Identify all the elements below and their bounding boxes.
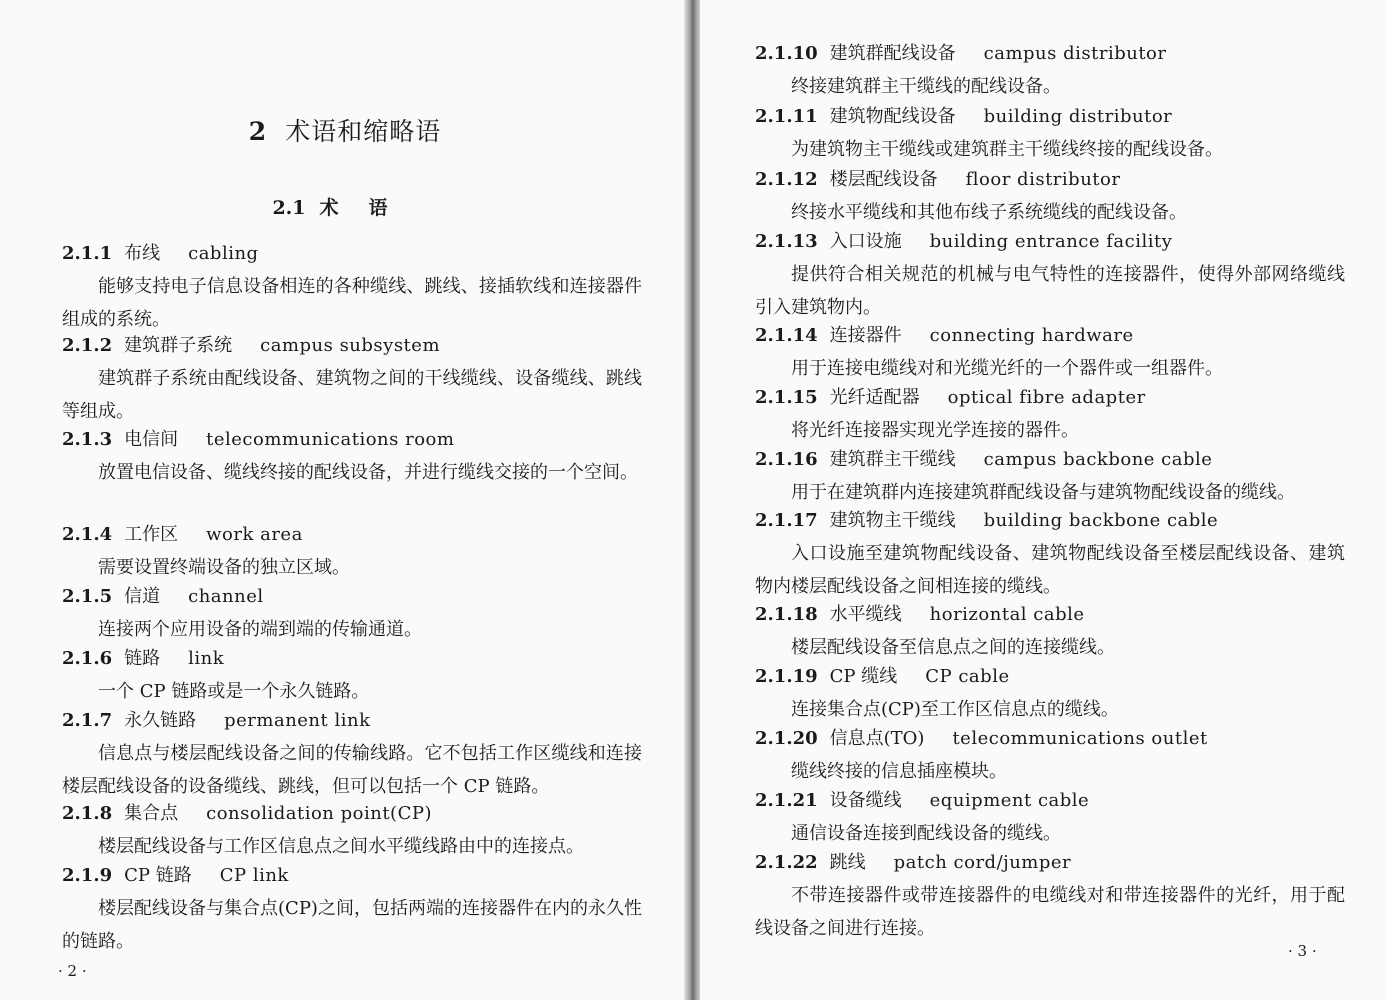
- term-number: 2.1.13: [755, 231, 818, 252]
- term-chinese: 建筑群配线设备: [829, 43, 956, 64]
- term-number: 2.1.3: [62, 429, 113, 450]
- term-definition: 楼层配线设备至信息点之间的连接缆线。: [791, 637, 1115, 658]
- term-chinese: 电信间: [124, 429, 179, 450]
- term-entry: [755, 787, 1345, 850]
- term-chinese: 集合点: [124, 803, 179, 824]
- chapter-title: [0, 112, 690, 148]
- term-chinese: CP 缆线: [829, 666, 898, 687]
- term-english: patch cord/jumper: [893, 852, 1072, 873]
- term-english: permanent link: [224, 710, 371, 731]
- page-number-left: · 2 ·: [58, 962, 87, 980]
- term-entry: [62, 707, 642, 803]
- term-definition: 需要设置终端设备的独立区域。: [98, 557, 350, 578]
- term-number: 2.1.21: [755, 790, 818, 811]
- term-definition: 信息点与楼层配线设备之间的传输线路。它不包括工作区缆线和连接楼层配线设备的设备缆线、跳线，但可以包括一个 CP 链路。: [62, 743, 642, 797]
- right-page: [700, 0, 1385, 1000]
- term-chinese: 信道: [124, 586, 161, 607]
- term-entry: [755, 446, 1345, 509]
- term-entry: [755, 601, 1345, 664]
- term-english: floor distributor: [965, 169, 1121, 190]
- term-number: 2.1.2: [62, 335, 113, 356]
- term-definition: 入口设施至建筑物配线设备、建筑物配线设备至楼层配线设备、建筑物内楼层配线设备之间相连接的缆线。: [755, 543, 1345, 597]
- term-chinese: 水平缆线: [829, 604, 902, 625]
- term-number: 2.1.16: [755, 449, 818, 470]
- term-chinese: 布线: [124, 243, 161, 264]
- term-definition: 用于在建筑群内连接建筑群配线设备与建筑物配线设备的缆线。: [791, 482, 1295, 503]
- term-entry: [62, 645, 642, 708]
- term-english: building backbone cable: [983, 510, 1219, 531]
- term-number: 2.1.5: [62, 586, 113, 607]
- term-chinese: 建筑群主干缆线: [829, 449, 956, 470]
- term-english: telecommunications outlet: [952, 728, 1208, 749]
- term-chinese: 连接器件: [829, 325, 902, 346]
- term-definition: 终接水平缆线和其他布线子系统缆线的配线设备。: [791, 202, 1187, 223]
- term-english: work area: [206, 524, 303, 545]
- chapter-number: 2: [248, 117, 268, 146]
- term-english: horizontal cable: [929, 604, 1085, 625]
- term-number: 2.1.15: [755, 387, 818, 408]
- term-number: 2.1.19: [755, 666, 818, 687]
- term-definition: 终接建筑群主干缆线的配线设备。: [791, 76, 1061, 97]
- term-number: 2.1.7: [62, 710, 113, 731]
- term-entry: [755, 166, 1345, 229]
- term-english: campus backbone cable: [983, 449, 1213, 470]
- term-definition: 建筑群子系统由配线设备、建筑物之间的干线缆线、设备缆线、跳线等组成。: [62, 368, 642, 422]
- term-definition: 一个 CP 链路或是一个永久链路。: [98, 681, 370, 702]
- term-english: campus subsystem: [260, 335, 441, 356]
- term-chinese: 设备缆线: [829, 790, 902, 811]
- term-definition: 楼层配线设备与集合点(CP)之间，包括两端的连接器件在内的永久性的链路。: [62, 898, 642, 952]
- term-entry: [62, 862, 642, 958]
- term-english: connecting hardware: [929, 325, 1134, 346]
- term-entry: [755, 507, 1345, 603]
- term-english: building entrance facility: [929, 231, 1173, 252]
- term-number: 2.1.14: [755, 325, 818, 346]
- term-chinese: 光纤适配器: [829, 387, 920, 408]
- term-number: 2.1.17: [755, 510, 818, 531]
- term-definition: 将光纤连接器实现光学连接的器件。: [791, 420, 1079, 441]
- term-entry: [755, 40, 1345, 103]
- term-entry: [62, 332, 642, 428]
- term-english: optical fibre adapter: [947, 387, 1146, 408]
- term-entry: [62, 426, 642, 489]
- term-english: link: [188, 648, 225, 669]
- term-definition: 缆线终接的信息插座模块。: [791, 761, 1007, 782]
- term-chinese: 建筑物主干缆线: [829, 510, 956, 531]
- term-definition: 连接集合点(CP)至工作区信息点的缆线。: [791, 699, 1119, 720]
- term-entry: [755, 384, 1345, 447]
- term-definition: 为建筑物主干缆线或建筑群主干缆线终接的配线设备。: [791, 139, 1223, 160]
- term-entry: [755, 725, 1345, 788]
- term-entry: [755, 103, 1345, 166]
- section-title-text: 术语: [319, 197, 418, 219]
- term-chinese: 信息点(TO): [829, 728, 925, 749]
- term-entry: [755, 849, 1345, 945]
- term-english: cabling: [188, 243, 259, 264]
- term-english: telecommunications room: [206, 429, 455, 450]
- term-english: building distributor: [983, 106, 1173, 127]
- term-chinese: 永久链路: [124, 710, 197, 731]
- term-number: 2.1.8: [62, 803, 113, 824]
- term-entry: [62, 240, 642, 336]
- term-english: channel: [188, 586, 264, 607]
- section-title: [0, 193, 690, 220]
- term-chinese: 链路: [124, 648, 161, 669]
- term-entry: [62, 583, 642, 646]
- term-number: 2.1.12: [755, 169, 818, 190]
- term-number: 2.1.11: [755, 106, 818, 127]
- term-english: CP link: [219, 865, 289, 886]
- term-chinese: 入口设施: [829, 231, 902, 252]
- term-definition: 能够支持电子信息设备相连的各种缆线、跳线、接插软线和连接器件组成的系统。: [62, 276, 642, 330]
- term-number: 2.1.9: [62, 865, 113, 886]
- term-definition: 连接两个应用设备的端到端的传输通道。: [98, 619, 422, 640]
- term-chinese: 楼层配线设备: [829, 169, 938, 190]
- term-number: 2.1.22: [755, 852, 818, 873]
- term-entry: [755, 228, 1345, 324]
- term-number: 2.1.4: [62, 524, 113, 545]
- term-chinese: CP 链路: [124, 865, 192, 886]
- term-english: CP cable: [925, 666, 1010, 687]
- section-number: 2.1: [272, 197, 306, 219]
- term-definition: 通信设备连接到配线设备的缆线。: [791, 823, 1061, 844]
- term-number: 2.1.6: [62, 648, 113, 669]
- term-entry: [755, 322, 1345, 385]
- term-definition: 楼层配线设备与工作区信息点之间水平缆线路由中的连接点。: [98, 836, 584, 857]
- term-definition: 放置电信设备、缆线终接的配线设备，并进行缆线交接的一个空间。: [98, 462, 638, 483]
- term-definition: 不带连接器件或带连接器件的电缆线对和带连接器件的光纤，用于配线设备之间进行连接。: [755, 885, 1345, 939]
- term-number: 2.1.20: [755, 728, 818, 749]
- term-english: consolidation point(CP): [206, 803, 432, 824]
- left-page: [0, 0, 690, 1000]
- term-english: equipment cable: [929, 790, 1090, 811]
- term-number: 2.1.1: [62, 243, 113, 264]
- term-english: campus distributor: [983, 43, 1167, 64]
- term-chinese: 建筑群子系统: [124, 335, 233, 356]
- term-number: 2.1.10: [755, 43, 818, 64]
- term-entry: [62, 521, 642, 584]
- chapter-title-text: 术语和缩略语: [285, 117, 442, 146]
- term-chinese: 工作区: [124, 524, 179, 545]
- term-entry: [62, 800, 642, 863]
- term-number: 2.1.18: [755, 604, 818, 625]
- term-definition: 用于连接电缆线对和光缆光纤的一个器件或一组器件。: [791, 358, 1223, 379]
- term-definition: 提供符合相关规范的机械与电气特性的连接器件，使得外部网络缆线引入建筑物内。: [755, 264, 1345, 318]
- term-entry: [755, 663, 1345, 726]
- term-chinese: 建筑物配线设备: [829, 106, 956, 127]
- term-chinese: 跳线: [829, 852, 866, 873]
- page-number-right: · 3 ·: [1288, 942, 1317, 960]
